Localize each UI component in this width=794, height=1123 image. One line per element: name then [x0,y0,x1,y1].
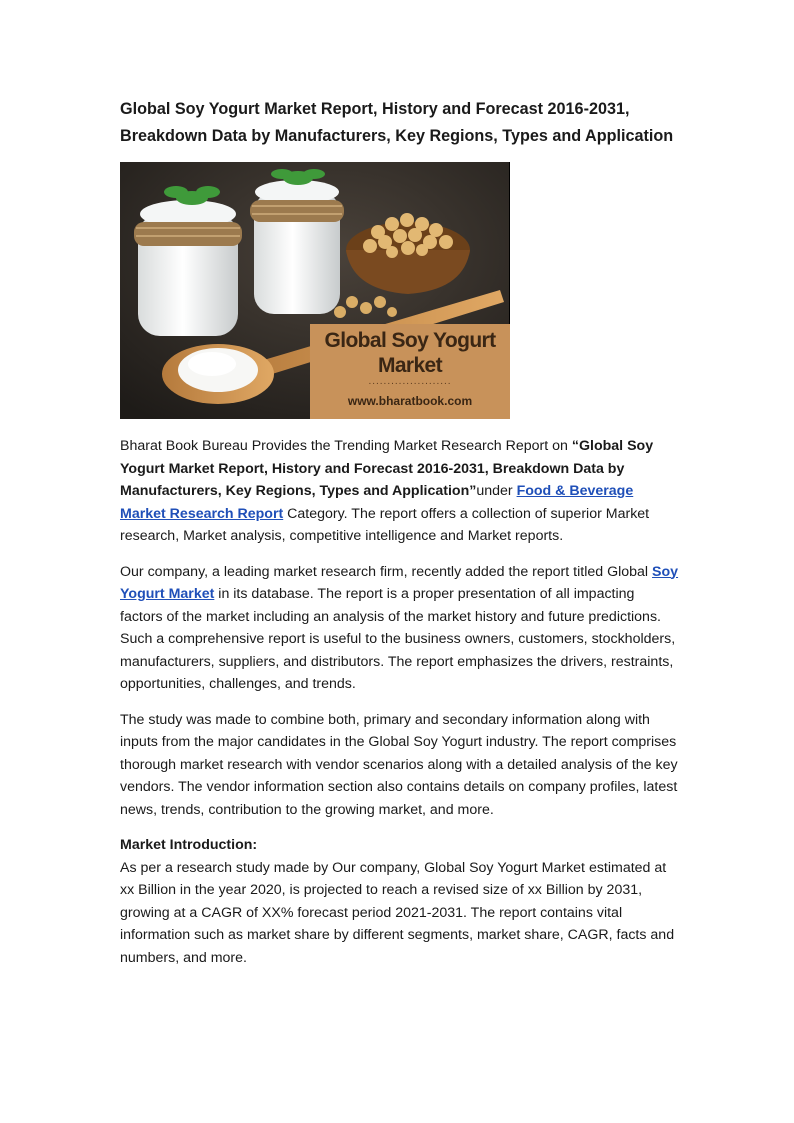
soy-yogurt-market-link[interactable]: Soy Yogurt Market [120,563,679,602]
report-title: Global Soy Yogurt Market Report, History and Forecast 2016-2031, Breakdown Data by Manufacturers, Key Regions, Types and Application [120,100,674,145]
paragraph-company: Our company, a leading market research firm, recently added the report titled Global Soy Yogurt Market in its database. The report is a proper presentation of all impacting factors of the market including an analysis of the market history and future predictions. Such a comprehensive report is useful to the business owners, customers, stockholders, manufacturers, suppliers, and distributors. The report emphasizes the drivers, restraints, opportunities, challenges, and trends. [120,563,679,692]
market-introduction-body: As per a research study made by Our company, Global Soy Yogurt Market estimated at xx Billion in the year 2020, is projected to reach a revised size of xx Billion by 2031, growing at a CAGR of XX% forecast period 2021-2031. The report contains vital information such as market share by different segments, market share, CAGR, facts and numbers, and more. [120,859,675,966]
category-link[interactable]: Food & Beverage Market Research Report [120,483,634,522]
badge-dots: ...................... [368,376,452,387]
market-introduction-heading: Market Introduction: [120,837,258,853]
badge-url: www.bharatbook.com [347,394,473,408]
badge-title: Global Soy Yogurt Market [324,329,496,377]
paragraph-study: The study was made to combine both, primary and secondary information along with inputs from the major candidates in the Global Soy Yogurt industry. The report comprises thorough market research with vendor scenarios along with a detailed analysis of the key vendors. The vendor information section also contains details on company profiles, latest news, trends, contribution to the growing market, and more. [120,711,678,818]
hero-image [120,162,510,419]
image-badge [310,324,510,419]
paragraph-intro: Bharat Book Bureau Provides the Trending Market Research Report on “Global Soy Yogurt Market Report, History and Forecast 2016-2031, Breakdown Data by Manufacturers, Key Regions, Types and Application”under Food & Beverage Market Research Report Category. The report offers a collection of superior Market research, Market analysis, competitive intelligence and Market reports. [120,438,654,544]
report-name-bold: “Global Soy Yogurt Market Report, History and Forecast 2016-2031, Breakdown Data by Manufacturers, Key Regions, Types and Application” [120,438,654,499]
document-page [120,96,680,969]
